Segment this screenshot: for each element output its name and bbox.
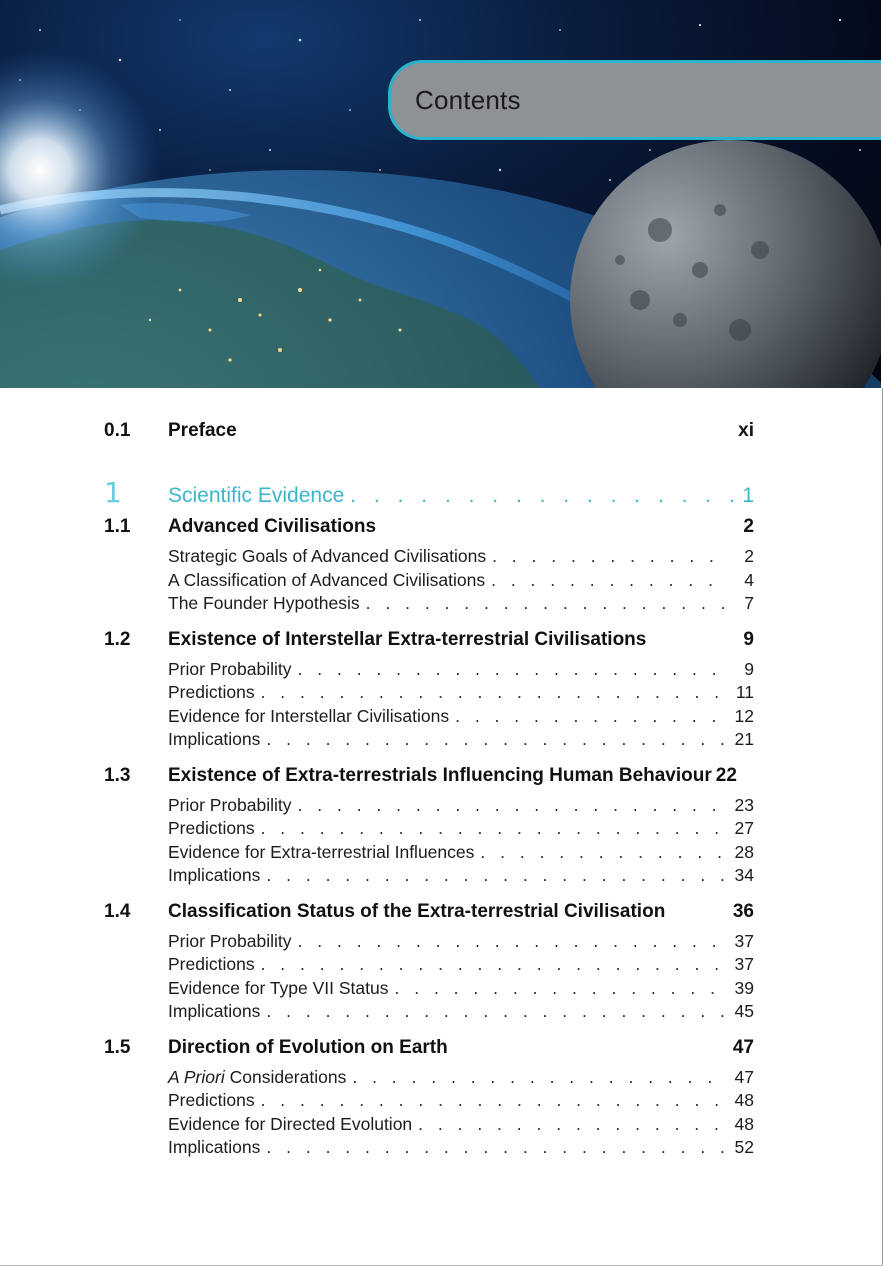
subsection-title: The Founder Hypothesis [168,593,360,613]
section-page: 47 [732,1036,754,1058]
section-number: 1.5 [104,1036,131,1058]
subsection-page: 34 [734,865,754,885]
toc-subsection-entry[interactable] [104,1137,754,1161]
subsection-page: 4 [744,569,754,590]
subsection-page: 48 [734,1113,754,1134]
subsection-page: 7 [744,593,754,613]
subsection-title: Strategic Goals of Advanced Civilisations [168,546,487,566]
subsection-page: 39 [734,977,754,998]
subsection-page: 37 [734,930,754,951]
toc-section-entry[interactable] [104,1037,754,1067]
section-title: Classification Status of the Extra-terrestrial Civilisation [168,900,666,922]
leader-dots [395,978,729,999]
toc-subsection-entry[interactable] [104,1090,754,1114]
section-title: Advanced Civilisations [168,516,377,537]
toc-subsection-entry[interactable] [104,1001,754,1025]
section-number: 1.4 [104,900,131,922]
subsection-page: 11 [735,682,754,702]
toc-subsection-entry[interactable] [104,865,754,889]
chapter-title: Scientific Evidence [168,484,345,507]
subsection-page: 23 [734,794,754,815]
section-page: 22 [715,764,737,786]
subsection-title: A Classification of Advanced Civilisations [168,569,486,590]
subsection-title [168,1067,346,1088]
subsection-page: 2 [744,546,754,566]
section-number: 1.3 [104,764,131,786]
toc-subsection-entry[interactable] [104,546,754,570]
section-page: 9 [743,628,754,650]
subsection-title: Evidence for Extra-terrestrial Influences [168,841,475,862]
leader-dots [298,659,728,680]
subsection-page: 37 [734,954,754,974]
subsection-page: 9 [744,658,754,679]
section-page: 2 [743,516,754,537]
subsection-title: Prior Probability [168,930,292,951]
subsection-title: Predictions [168,818,255,838]
space-banner-image [0,0,881,388]
leader-dots [366,593,728,614]
section-number: 1.1 [104,516,131,537]
leader-dots [261,818,728,839]
subsection-title: Implications [168,729,261,749]
preface-page: xi [738,420,754,441]
toc-subsection-entry[interactable] [104,682,754,706]
subsection-page: 48 [734,1090,754,1110]
leader-dots [352,1067,728,1088]
subsection-title: Predictions [168,682,255,702]
subsection-title-italic: A Priori [168,1066,225,1087]
toc-subsection-entry[interactable] [104,659,754,683]
toc-subsection-entry[interactable] [104,593,754,617]
subsection-title: Evidence for Directed Evolution [168,1113,413,1134]
subsection-title-rest: Considerations [224,1066,347,1087]
toc-subsection-entry[interactable] [104,706,754,730]
leader-dots [492,546,728,567]
leader-dots [491,570,728,591]
toc-subsection-entry[interactable] [104,818,754,842]
subsection-title: Implications [168,1137,261,1157]
toc-subsection-entry[interactable] [104,842,754,866]
toc-chapter-entry[interactable] [104,476,754,512]
leader-dots [298,931,728,952]
toc-subsection-entry[interactable] [104,570,754,594]
leader-dots [418,1114,728,1135]
spacer [104,1025,754,1033]
leader-dots [266,1137,728,1158]
subsection-title: Predictions [168,954,255,974]
subsection-page: 52 [734,1137,754,1157]
section-title: Existence of Interstellar Extra-terrestrial Civilisations [168,628,647,650]
subsection-page: 21 [734,729,754,749]
earth-moon-illustration [0,0,881,388]
subsection-title: Evidence for Type VII Status [168,977,389,998]
toc-section-entry[interactable] [104,901,754,931]
contents-title: Contents [415,85,521,115]
subsection-title: Implications [168,1001,261,1021]
subsection-page: 47 [734,1066,754,1087]
toc-subsection-entry[interactable] [104,931,754,955]
table-of-contents [104,420,754,1161]
spacer [104,889,754,897]
subsection-title: Predictions [168,1090,255,1110]
spacer [104,617,754,625]
subsection-page: 12 [734,705,754,726]
chapter-number: 1 [104,476,122,509]
leader-dots [455,706,728,727]
subsection-title: Prior Probability [168,794,292,815]
toc-subsection-entry[interactable] [104,978,754,1002]
toc-subsection-entry[interactable] [104,729,754,753]
leader-dots [266,1001,728,1022]
leader-dots [298,795,728,816]
preface-title: Preface [168,420,237,441]
subsection-page: 45 [734,1001,754,1021]
subsection-title: Evidence for Interstellar Civilisations [168,705,450,726]
toc-section-entry[interactable] [104,629,754,659]
leader-dots [480,842,728,863]
chapter-leader-dots [350,484,736,508]
toc-section-entry[interactable] [104,516,754,546]
section-number: 1.2 [104,628,131,650]
subsection-page: 27 [734,818,754,838]
leader-dots [266,865,728,886]
chapter-page: 1 [742,484,754,507]
subsection-page: 28 [734,841,754,862]
section-title: Existence of Extra-terrestrials Influencing Human Behaviour [168,764,712,786]
leader-dots [266,729,728,750]
leader-dots [261,954,728,975]
leader-dots [261,682,728,703]
section-page: 36 [732,900,754,922]
preface-number: 0.1 [104,420,131,441]
contents-title-tab [388,60,881,140]
toc-section-entry[interactable] [104,765,754,795]
spacer [104,753,754,761]
toc-preface-entry[interactable] [104,420,754,452]
subsection-title: Prior Probability [168,658,292,679]
toc-subsection-entry[interactable] [104,954,754,978]
leader-dots [261,1090,728,1111]
subsection-title: Implications [168,865,261,885]
toc-subsection-entry[interactable] [104,1067,754,1091]
toc-subsection-entry[interactable] [104,1114,754,1138]
section-title: Direction of Evolution on Earth [168,1036,448,1058]
toc-subsection-entry[interactable] [104,795,754,819]
